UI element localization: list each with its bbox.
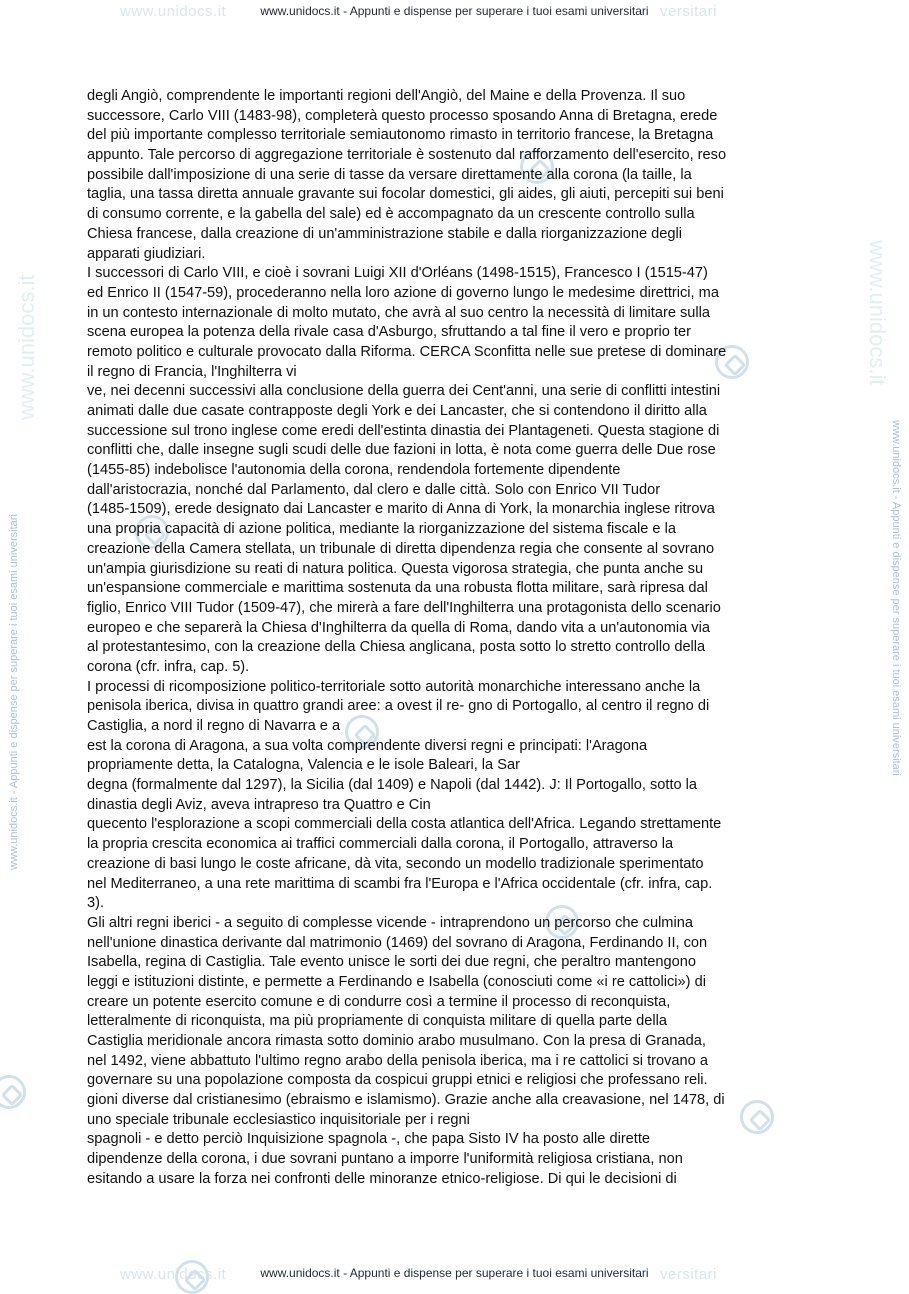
text-line: nel 1492, viene abbattuto l'ultimo regno arabo della penisola iberica, ma i re cattolici si trovano a [87,1052,708,1069]
text-line: nell'unione dinastica derivante dal matrimonio (1469) del sovrano di Aragona, Ferdinando II, con [87,934,708,951]
text-line: successione sul trono inglese come eredi dell'estinta dinastia dei Plantageneti. Questa stagione di [87,422,720,439]
text-line: est la corona di Aragona, a sua volta comprendente diversi regni e principati: l'Aragona [87,737,648,754]
text-line: creazione di basi lungo le coste africane, dà vita, secondo un modello tradizionale sperimentato [87,855,704,872]
text-line: creare un potente esercito comune e di condurre così a termine il processo di reconquista, [87,993,671,1010]
text-line: ve, nei decenni successivi alla conclusione della guerra dei Cent'anni, una serie di conflitti intestini [87,383,721,400]
text-line: possibile dall'imposizione di una serie di tasse da versare direttamente alla corona (la taille, la [87,166,692,183]
text-line: scena europea la potenza della rivale casa d'Asburgo, sfruttando a tal fine il vero e proprio ter [87,324,691,341]
text-line: degli Angiò, comprendente le importanti regioni dell'Angiò, del Maine e della Provenza. Il suo [87,88,686,104]
text-line: governare su una popolazione composta da cospicui gruppi etnici e religiosi che professano reli. [87,1072,708,1089]
text-line: esitando a usare la forza nei confronti delle minoranze etnico-religiose. Di qui le decisioni di [87,1170,677,1187]
text-line: penisola iberica, divisa in quattro grandi aree: a ovest il re- gno di Portogallo, al centro il regno di [87,698,710,715]
text-line: taglia, una tassa diretta annuale gravante sui focolar domestici, gli aides, gli aiuti, percepiti sui beni [87,186,724,203]
text-line: Gli altri regni iberici - a seguito di complesse vicende - intraprendono un percorso che culmina [87,914,693,931]
text-line: 3). [87,895,105,912]
text-line: figlio, Enrico VIII Tudor (1509-47), che mirerà a fare dell'Inghilterra una protagonista dello scenario [87,599,721,616]
ghost-watermark-right-side: www.unidocs.it [865,240,890,386]
text-line: di consumo corrente, e la gabella del sale) ed è accompagnato da un crescente controllo sulla [87,206,695,223]
text-line: una propria capacità di azione politica, mediante la riorganizzazione del sistema fiscale e la [87,521,676,538]
text-line: remoto politico e culturale provocato dalla Riforma. CERCA Sconfitta nelle sue pretese di dominare [87,343,727,360]
text-line: animati dalle due casate contrapposte degli York e dei Lancaster, che si contendono il diritto alla [87,403,707,419]
text-line: successore, Carlo VIII (1483-98), completerà questo processo sposando Anna di Bretagna, erede [87,107,718,124]
text-line: spagnoli - e detto perciò Inquisizione spagnola -, che papa Sisto IV ha posto alle dirette [87,1131,651,1148]
text-line: un'ampia giurisdizione su reati di natura politica. Questa vigorosa strategia, che punta anche su [87,560,704,577]
text-line: europeo e che separerà la Chiesa d'Inghilterra da quella di Roma, dando vita a un'autonomia via [87,619,710,636]
text-line: Chiesa francese, dalla creazione di un'amministrazione stabile e dalla riorganizzazione degli [87,225,682,242]
ghost-watermark-left-side: www.unidocs.it [14,274,39,420]
text-line: gioni diverse dal cristianesimo (ebraismo e islamismo). Grazie anche alla creavasione, nel 1478, di [87,1092,725,1109]
text-line: degna (formalmente dal 1297), la Sicilia (dal 1409) e Napoli (dal 1442). J: Il Portogallo, sotto la [87,777,698,794]
ghost-watermark-top: www.unidocs.it [120,3,227,20]
text-line: (1485-1509), erede designato dai Lancaster e marito di Anna di York, la monarchia inglese ritrova [87,501,715,518]
text-line: leggi e istituzioni distinte, e permette a Ferdinando e Isabella (conosciuti come «i re cattolici») di [87,973,706,990]
text-line: letteralmente di riconquista, ma più propriamente di conquista militare di quella parte della [87,1013,668,1030]
text-line: appunto. Tale percorso di aggregazione territoriale è sostenuto dal rafforzamento dell'esercito, reso [87,147,727,164]
text-line: propriamente detta, la Catalogna, Valencia e le isole Baleari, la Sar [87,757,520,774]
header-banner: www.unidocs.it - Appunti e dispense per superare i tuoi esami universitari [260,4,649,18]
text-line: del più importante complesso territoriale semiautonomo rimasto in territorio francese, la Bretagna [87,127,714,144]
text-line: la propria crescita economica ai traffici commerciali dalla corona, il Portogallo, attraverso la [87,836,674,853]
text-line: nel Mediterraneo, a una rete marittima di scambi fra l'Europa e l'Africa occidentale (cfr. infra, cap. [87,875,713,892]
unidocs-logo-watermark [0,1075,26,1109]
text-line: dinastia degli Aviz, aveva intrapreso tra Quattro e Cin [87,796,431,813]
text-line: dipendenze della corona, i due sovrani puntano a imporre l'uniformità religiosa cristiana, non [87,1151,683,1168]
text-line: uno speciale tribunale ecclesiastico inquisitoriale per i regni [87,1111,470,1128]
text-line: ed Enrico II (1547-59), procederanno nella loro azione di governo lungo le medesime direttrici, ma [87,284,719,301]
text-line: apparati giudiziari. [87,245,206,262]
text-line: corona (cfr. infra, cap. 5). [87,658,250,675]
document-body [87,87,827,1190]
left-side-banner: www.unidocs.it - Appunti e dispense per superare i tuoi esami universitari [8,514,20,870]
footer-banner: www.unidocs.it - Appunti e dispense per superare i tuoi esami universitari [260,1266,649,1280]
text-line: I processi di ricomposizione politico-territoriale sotto autorità monarchiche interessano anche la [87,678,701,695]
ghost-watermark-bottom: www.unidocs.it [120,1266,227,1283]
text-line: conflitti che, dalle insegne sugli scudi delle due fazioni in lotta, è nota come guerra delle Due rose [87,442,716,459]
text-line: creazione della Camera stellata, un tribunale di diretta dipendenza regia che consente al sovrano [87,540,715,557]
text-line: dall'aristocrazia, nonché dal Parlamento, dal clero e dalle città. Solo con Enrico VII Tudor [87,481,661,498]
text-line: Isabella, regina di Castiglia. Tale evento unisce le sorti dei due regni, che peraltro mantengono [87,954,696,971]
text-line: in un contesto internazionale di molto mutato, che avrà al suo centro la necessità di limitare sulla [87,304,710,321]
text-line: al protestantesimo, con la creazione della Chiesa anglicana, posta sotto lo stretto controllo della [87,639,706,656]
text-line: Castiglia, a nord il regno di Navarra e a [87,718,341,734]
ghost-watermark-top-right: versitari [660,3,718,20]
text-line: Castiglia meridionale ancora rimasta sotto dominio arabo musulmano. Con la presa di Granada, [87,1033,706,1049]
text-line: quecento l'esplorazione a scopi commerciali della costa atlantica dell'Africa. Legando strettamente [87,816,722,833]
right-side-banner: www.unidocs.it - Appunti e dispense per superare i tuoi esami universitari [890,420,902,776]
text-line: (1455-85) indebolisce l'autonomia della corona, rendendola fortemente dipendente [87,462,621,479]
text-line: I successori di Carlo VIII, e cioè i sovrani Luigi XII d'Orléans (1498-1515), Francesco I (1515-47) [87,265,708,282]
text-line: un'espansione commerciale e marittima sostenuta da una robusta flotta militare, sarà ripresa dal [87,580,708,597]
ghost-watermark-bottom-right: versitari [660,1266,718,1283]
text-line: il regno di Francia, l'Inghilterra vi [87,363,297,380]
